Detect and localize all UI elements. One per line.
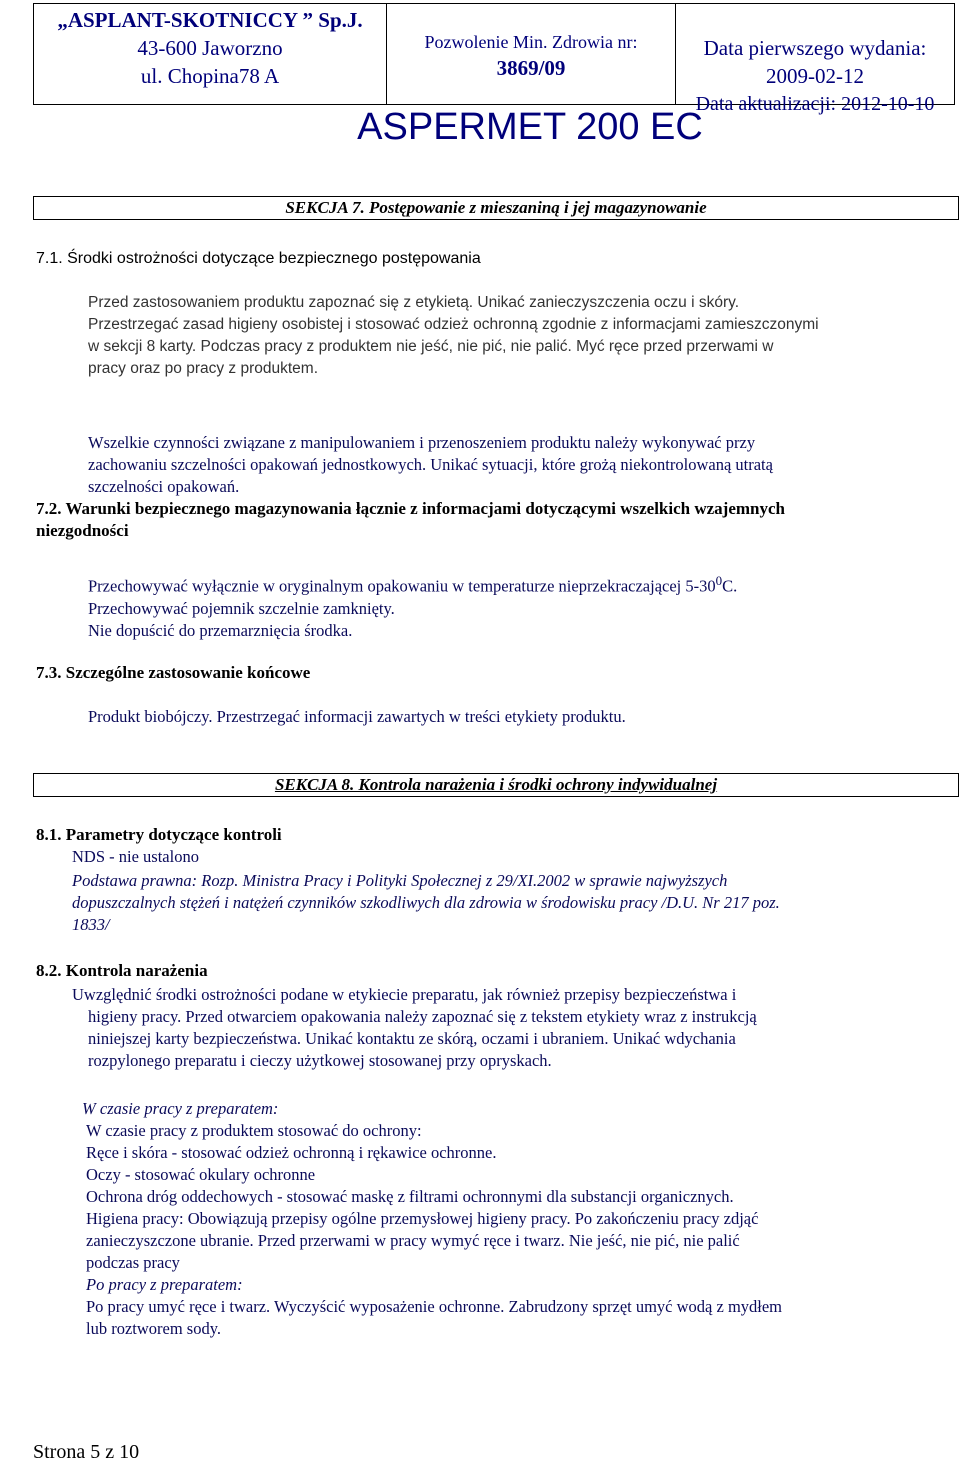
text-line: pracy oraz po pracy z produktem. xyxy=(88,360,319,377)
text-line: niniejszej karty bezpieczeństwa. Unikać kontaktu ze skórą, oczami i ubraniem. Unikać wdychania xyxy=(88,1029,736,1048)
section-8-title-bar xyxy=(33,773,959,797)
section-8-2-heading: 8.2. Kontrola narażenia xyxy=(36,961,208,980)
company-city: 43-600 Jaworzno xyxy=(137,36,283,60)
text-line: Higiena pracy: Obowiązują przepisy ogólne przemysłowej higieny pracy. Po zakończeniu pracy zdjąć xyxy=(86,1209,759,1228)
text-line: rozpylonego preparatu i cieczy użytkowej stosowanej przy opryskach. xyxy=(88,1051,552,1070)
text-line: Nie dopuścić do przemarznięcia środka. xyxy=(88,620,353,640)
text-line: zanieczyszczone ubranie. Przed przerwami w pracy wymyć ręce i twarz. Nie jeść, nie pić, nie palić xyxy=(86,1231,740,1250)
storage-temperature xyxy=(88,570,928,598)
company-cell xyxy=(34,4,387,104)
section-8-title: SEKCJA 8. Kontrola narażenia i środki ochrony indywidualnej xyxy=(274,775,718,794)
text-line: Podstawa prawna: Rozp. Ministra Pracy i Polityki Społecznej z 29/XI.2002 w sprawie najwyższych xyxy=(72,871,728,890)
temperature-unit: C. xyxy=(722,576,738,596)
section-7-2-heading xyxy=(36,498,936,542)
section-7-1-para2 xyxy=(88,432,928,498)
text-line: higieny pracy. Przed otwarciem opakowania należy zapoznać się z tekstem etykiety wraz z instrukcją xyxy=(88,1007,757,1026)
text-line: Wszelkie czynności związane z manipulowaniem i przenoszeniem produktu należy wykonywać przy xyxy=(88,433,756,452)
first-issue-date: 2009-02-12 xyxy=(766,64,864,88)
section-8-2-para xyxy=(72,984,927,1072)
text-line: lub roztworem sody. xyxy=(86,1319,222,1338)
text-line: szczelności opakowań. xyxy=(88,477,240,496)
section-7-3-heading: 7.3. Szczególne zastosowanie końcowe xyxy=(36,663,311,682)
degree-sup: 0 xyxy=(715,573,723,588)
nds-value: NDS - nie ustalono xyxy=(72,847,199,866)
text-line: 1833/ xyxy=(72,915,110,934)
after-work-label: Po pracy z preparatem: xyxy=(86,1275,243,1294)
update-date: Data aktualizacji: 2012-10-10 xyxy=(695,93,935,115)
dates-cell xyxy=(676,4,954,115)
permit-number: 3869/09 xyxy=(496,56,566,80)
text-line: zachowaniu szczelności opakowań jednostkowych. Unikać sytuacji, które grożą niekontrolowaną utratą xyxy=(88,455,773,474)
during-work-list xyxy=(86,1120,931,1340)
heading-line: 7.2. Warunki bezpiecznego magazynowania łącznie z informacjami dotyczącymi wszelkich wzajemnych xyxy=(36,499,785,518)
product-name: ASPERMET 200 EC xyxy=(357,106,703,148)
text-line: Ochrona dróg oddechowych - stosować maskę z filtrami ochronnymi dla substancji organicznych. xyxy=(86,1187,734,1206)
section-7-1-heading: 7.1. Środki ostrożności dotyczące bezpiecznego postępowania xyxy=(36,250,481,267)
text-line: W czasie pracy z produktem stosować do ochrony: xyxy=(86,1121,422,1140)
company-name: „ASPLANT-SKOTNICCY ” Sp.J. xyxy=(57,8,363,32)
company-street: ul. Chopina78 A xyxy=(140,64,280,88)
page-number: Strona 5 z 10 xyxy=(33,1441,140,1463)
first-issue-label: Data pierwszego wydania: xyxy=(703,36,927,60)
section-7-title: SEKCJA 7. Postępowanie z mieszaniną i jej magazynowanie xyxy=(33,196,959,220)
text-line: Przed zastosowaniem produktu zapoznać się z etykietą. Unikać zanieczyszczenia oczu i skóry. xyxy=(88,294,740,311)
permit-label: Pozwolenie Min. Zdrowia nr: xyxy=(424,32,638,52)
heading-line: niezgodności xyxy=(36,521,129,540)
text-line: Przestrzegać zasad higieny osobistej i stosować odzież ochronną zgodnie z informacjami zamieszczonymi xyxy=(88,316,819,333)
section-7-2-text xyxy=(88,570,928,642)
permit-cell xyxy=(387,4,676,104)
document-header xyxy=(33,3,955,115)
during-work-label: W czasie pracy z preparatem: xyxy=(82,1099,279,1118)
text-line: Po pracy umyć ręce i twarz. Wyczyścić wyposażenie ochronne. Zabrudzony sprzęt umyć wodą z mydłem xyxy=(86,1297,783,1316)
text-line: Ręce i skóra - stosować odzież ochronną i rękawice ochronne. xyxy=(86,1143,497,1162)
section-8-1-heading: 8.1. Parametry dotyczące kontroli xyxy=(36,825,282,844)
text-line: podczas pracy xyxy=(86,1253,180,1272)
text-line: Przechowywać pojemnik szczelnie zamknięty. xyxy=(88,598,395,618)
legal-basis xyxy=(72,870,927,936)
text-line: Oczy - stosować okulary ochronne xyxy=(86,1165,316,1184)
text-line: w sekcji 8 karty. Podczas pracy z produktem nie jeść, nie pić, nie palić. Myć ręce przed przerwami w xyxy=(88,338,774,355)
text-line: dopuszczalnych stężeń i natężeń czynników szkodliwych dla zdrowia w środowisku pracy /D.U. Nr 217 poz. xyxy=(72,893,780,912)
section-7-1-para1 xyxy=(88,292,928,380)
text-line: Uwzględnić środki ostrożności podane w etykiecie preparatu, jak również przepisy bezpieczeństwa i xyxy=(72,985,737,1004)
section-7-3-text: Produkt biobójczy. Przestrzegać informacji zawartych w treści etykiety produktu. xyxy=(88,707,626,726)
temperature-text: Przechowywać wyłącznie w oryginalnym opakowaniu w temperaturze nieprzekraczającej 5-30 xyxy=(88,576,716,596)
